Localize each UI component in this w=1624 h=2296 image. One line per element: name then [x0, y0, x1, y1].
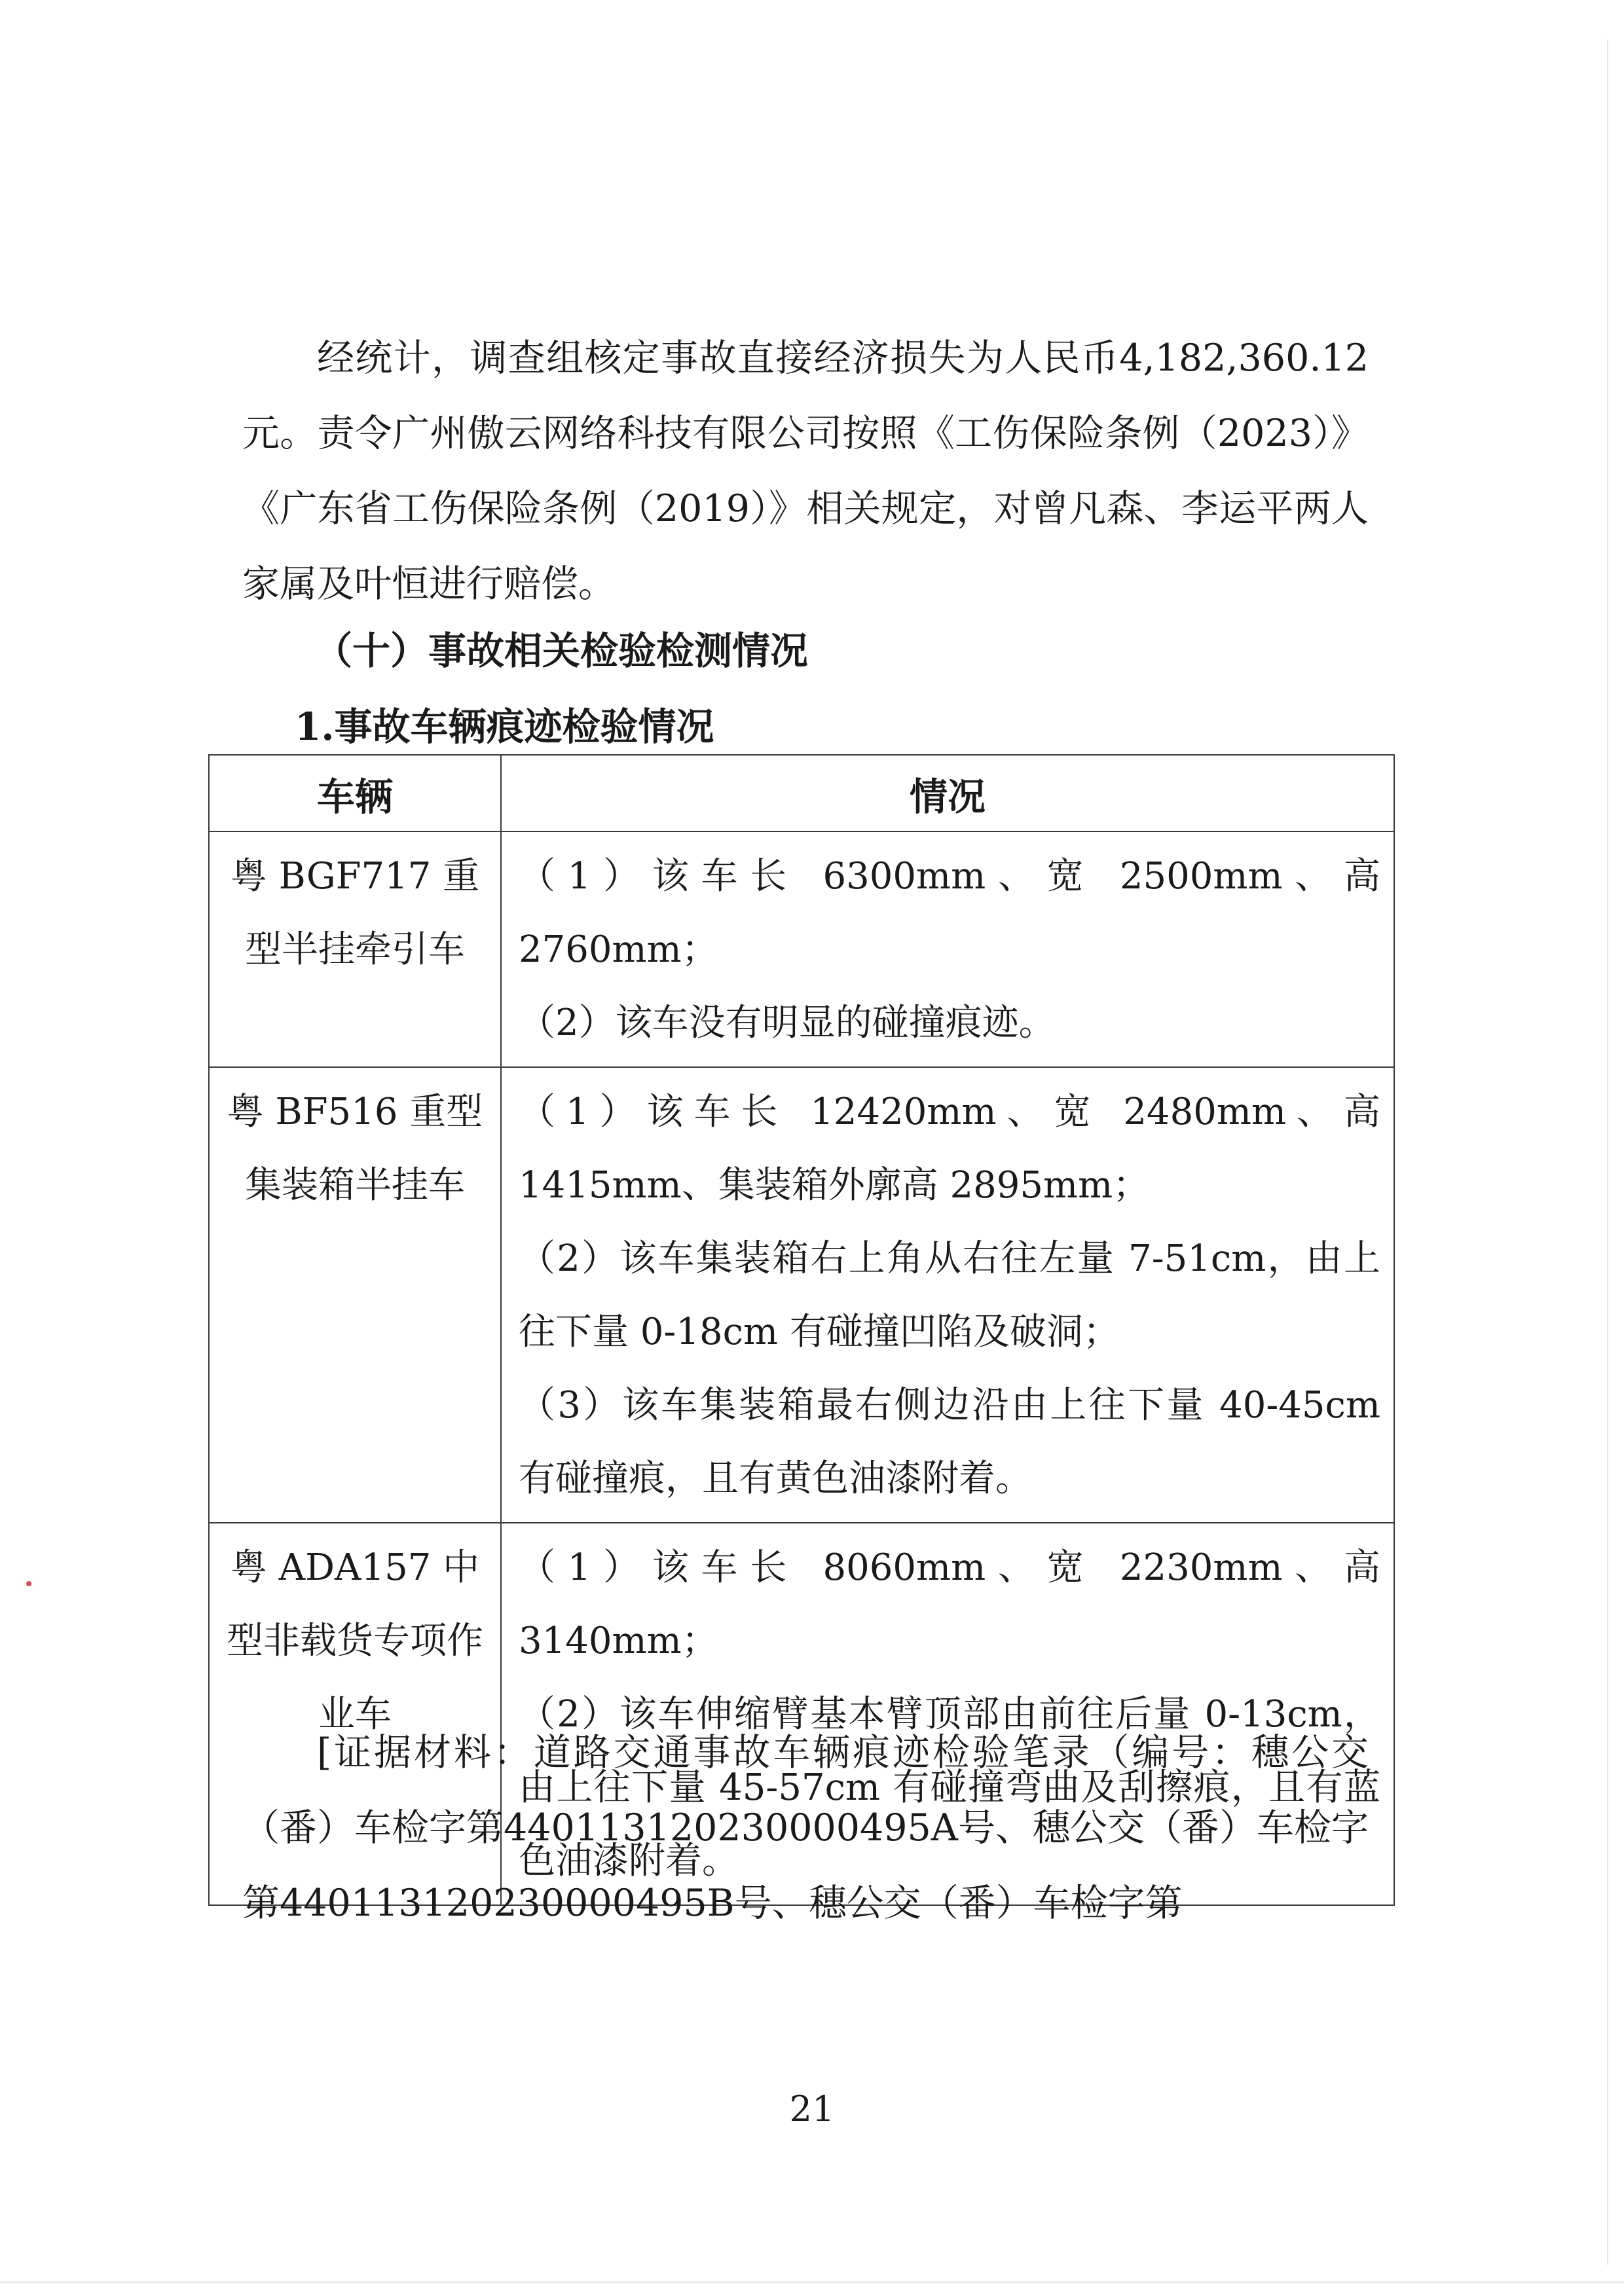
- scan-edge: [0, 2282, 1624, 2283]
- vehicle-cell: 粤 BF516 重型集装箱半挂车: [209, 1067, 501, 1523]
- condition-line: （1）该车长 12420mm、宽 2480mm、高 1415mm、集装箱外廓高 2895mm；: [519, 1091, 1380, 1207]
- vehicle-cell: 粤 BGF717 重型半挂牵引车: [209, 831, 501, 1067]
- condition-cell: [501, 831, 1394, 1067]
- column-header-condition: 情况: [501, 755, 1394, 831]
- condition-line: （2）该车集装箱右上角从右往左量 7-51cm，由上往下量 0-18cm 有碰撞凹陷及破洞；: [519, 1237, 1380, 1353]
- page-number: 21: [789, 2088, 835, 2130]
- column-header-vehicle: 车辆: [209, 755, 501, 831]
- condition-line: （3）该车集装箱最右侧边沿由上往下量 40-45cm 有碰撞痕，且有黄色油漆附着。: [519, 1384, 1380, 1500]
- section-heading: （十）事故相关检验检测情况: [314, 629, 809, 673]
- scan-edge: [1607, 39, 1608, 2265]
- scan-mark: [26, 1581, 31, 1586]
- vehicle-cell: 粤 ADA157 中型非载货专项作业车: [209, 1523, 501, 1905]
- condition-line: （1）该车长 8060mm、宽 2230mm、高 3140mm；: [519, 1546, 1380, 1662]
- paragraph-evidence: [证据材料：道路交通事故车辆痕迹检验笔录（编号：穗公交（番）车检字第440113120230000495A号、穗公交（番）车检字第440113120230000495B号、穗公交（番）车检字第: [242, 1731, 1369, 1925]
- table-row: [209, 831, 1394, 1067]
- condition-cell: [501, 1067, 1394, 1523]
- subsection-heading: 1.事故车辆痕迹检验情况: [295, 704, 714, 749]
- paragraph-loss-summary: 经统计，调查组核定事故直接经济损失为人民币4,182,360.12元。责令广州傲云网络科技有限公司按照《工伤保险条例（2023）》《广东省工伤保险条例（2019）》相关规定，对曾凡森、李运平两人家属及叶恒进行赔偿。: [242, 337, 1369, 606]
- condition-line: （2）该车没有明显的碰撞痕迹。: [519, 1002, 1056, 1044]
- table-header-row: [209, 755, 1394, 831]
- condition-line: （1）该车长 6300mm、宽 2500mm、高 2760mm；: [519, 855, 1380, 971]
- table-row: [209, 1067, 1394, 1523]
- condition-line: （2）该车伸缩臂基本臂顶部由前往后量 0-13cm，由上往下量 45-57cm 有碰撞弯曲及刮擦痕，且有蓝色油漆附着。: [519, 1693, 1380, 1882]
